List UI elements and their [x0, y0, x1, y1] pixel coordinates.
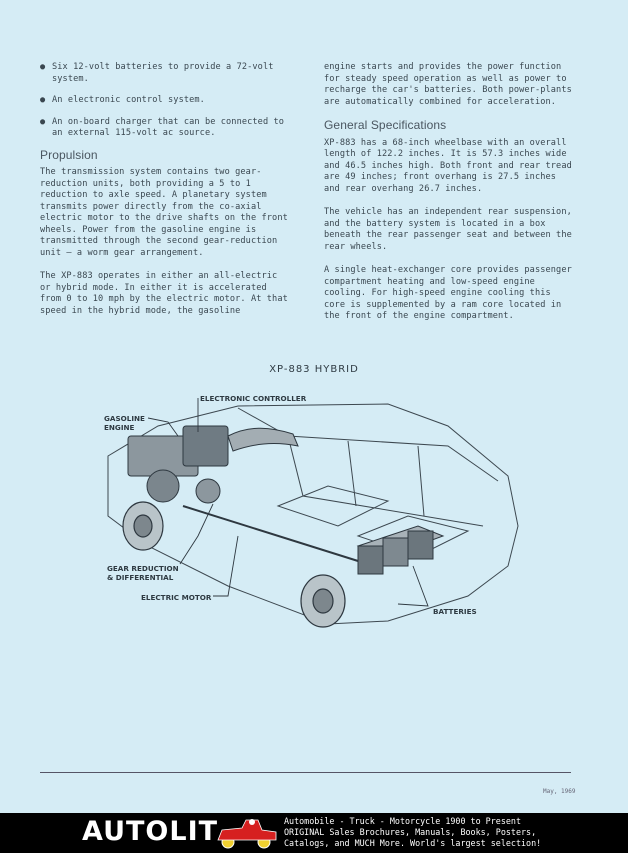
label-gasoline-engine: GASOLINE [104, 414, 145, 423]
label-gasoline-engine-2: ENGINE [104, 423, 135, 432]
publication-date: May, 1969 [543, 788, 576, 795]
label-batteries: BATTERIES [433, 607, 477, 616]
batteries-drawing [358, 526, 443, 574]
continuation-paragraph: engine starts and provides the power function for steady speed operation as well as power to recharge the car's batteries. Both power-plants are automatically combined for acceleration. [324, 62, 572, 107]
figure-title: XP-883 HYBRID [269, 364, 359, 375]
left-column [40, 62, 290, 329]
bullet-dot-icon: ● [40, 116, 46, 127]
bullet-dot-icon: ● [40, 95, 46, 105]
propulsion-heading: Propulsion [40, 147, 98, 162]
transmission-paragraph: The transmission system contains two gear-reduction units, both providing a 5 to 1 reduction to axle speed. A planetary system transmits power directly from the co-axial electric motor to the drive shafts on the front wheels. Power from the gasoline engine is transmitted through the second gear-reduction unit — a worm gear arrangement. [40, 167, 288, 258]
banner-tagline: Automobile - Truck - Motorcycle 1900 to Present ORIGINAL Sales Brochures, Manuals, Books, Posters, Catalogs, and MUCH More. World's largest selection! [284, 816, 542, 848]
bullet-dot-icon: ● [40, 62, 46, 72]
label-electric-motor: ELECTRIC MOTOR [141, 593, 212, 602]
right-column [324, 62, 574, 335]
spec-bullet: ● Six 12-volt batteries to provide a 72-volt system. [40, 62, 274, 84]
spec-bullet: ● An on-board charger that can be connected to an external 115-volt ac source. [40, 116, 285, 138]
label-electronic-controller: ELECTRONIC CONTROLLER [200, 394, 307, 403]
label-gear-reduction: GEAR REDUCTION [107, 564, 179, 573]
dimensions-paragraph: XP-883 has a 68-inch wheelbase with an overall length of 122.2 inches. It is 57.3 inches wide and 46.5 inches high. Both front and rear tread are 49 inches; front overhang is 27.5 inches and rear overhang 26.7 inches. [324, 137, 572, 194]
autolit-logo: AUTOLIT [82, 816, 219, 847]
vintage-car-icon [212, 816, 282, 850]
engine-drawing [128, 426, 298, 503]
suspension-paragraph: The vehicle has an independent rear suspension, and the battery system is located in a box beneath the rear passenger seat and between the rear wheels. [324, 207, 572, 252]
specifications-heading: General Specifications [324, 118, 447, 132]
footer-rule [40, 772, 571, 773]
label-differential: & DIFFERENTIAL [107, 573, 174, 582]
operation-paragraph: The XP-883 operates in either an all-electric or hybrid mode. In either it is accelerated from 0 to 10 mph by the electric motor. At that speed in the hybrid mode, the gasoline [40, 271, 288, 316]
spec-bullet: ● An electronic control system. [40, 95, 205, 105]
cooling-paragraph: A single heat-exchanger core provides passenger compartment heating and low-speed engine cooling. For high-speed engine cooling this core is supplemented by a ram core located in the front of the engine compartment. [324, 265, 572, 321]
